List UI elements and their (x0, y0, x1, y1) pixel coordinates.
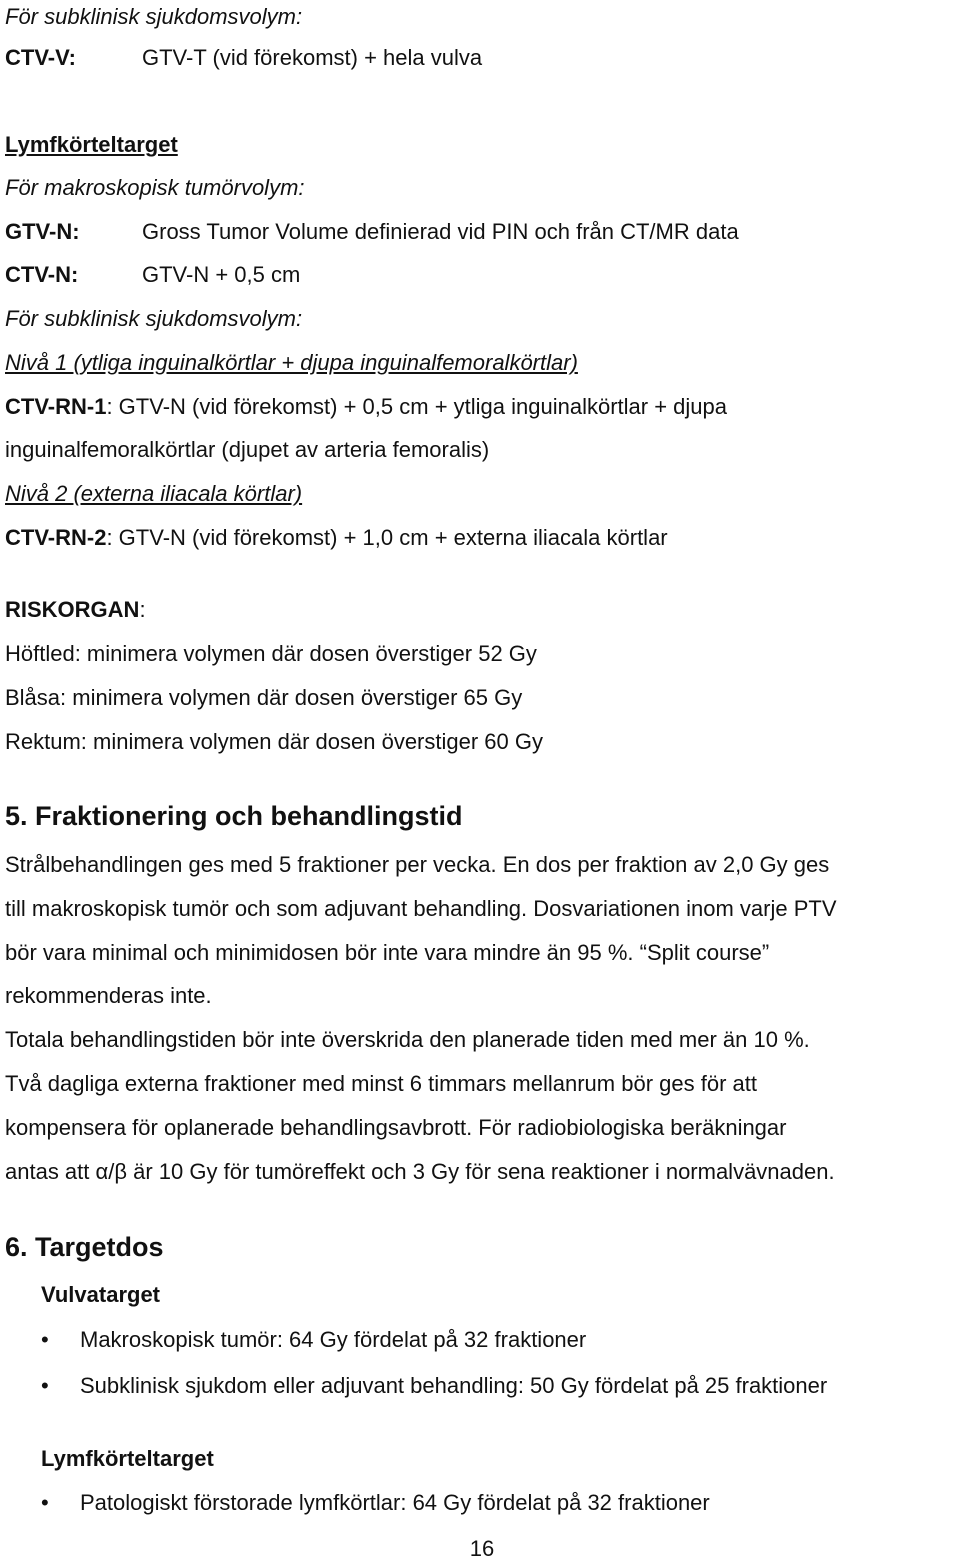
vulva-target-heading: Vulvatarget (41, 1282, 161, 1307)
section5-line-5: Totala behandlingstiden bör inte överskrida den planerade tiden med mer än 10 %. (5, 1027, 810, 1052)
lymph-item-1: Patologiskt förstorade lymfkörtlar: 64 Gy fördelat på 32 fraktioner (80, 1490, 710, 1515)
page-number: 16 (469, 1536, 495, 1561)
ctv-v-label: CTV-V: (5, 45, 76, 70)
macro-heading: För makroskopisk tumörvolym: (5, 175, 305, 200)
section5-heading: 5. Fraktionering och behandlingstid (5, 801, 463, 831)
gtv-n-row (5, 219, 905, 245)
section5-line-8: antas att α/β är 10 Gy för tumöreffekt och 3 Gy för sena reaktioner i normalvävnaden. (5, 1159, 835, 1184)
ctv-n-value: GTV-N + 0,5 cm (142, 262, 301, 287)
bullet-icon: • (41, 1327, 49, 1352)
ctv-rn1-continuation: inguinalfemoralkörtlar (djupet av arteria femoralis) (5, 437, 490, 462)
subclin-heading: För subklinisk sjukdomsvolym: (5, 4, 303, 29)
level2-heading: Nivå 2 (externa iliacala körtlar) (5, 481, 303, 506)
section5-line-1: Strålbehandlingen ges med 5 fraktioner per vecka. En dos per fraktion av 2,0 Gy ges (5, 852, 830, 877)
vulva-item-2: Subklinisk sjukdom eller adjuvant behandling: 50 Gy fördelat på 25 fraktioner (80, 1373, 828, 1398)
section5-line-3: bör vara minimal och minimidosen bör inte vara mindre än 95 %. “Split course” (5, 940, 770, 965)
lymph-target-heading: Lymfkörteltarget (41, 1446, 214, 1471)
ctv-rn2-label: CTV-RN-2 (5, 525, 107, 550)
section5-line-4: rekommenderas inte. (5, 983, 212, 1008)
lymph-subclin-heading: För subklinisk sjukdomsvolym: (5, 306, 303, 331)
section6-heading: 6. Targetdos (5, 1232, 164, 1262)
ctv-n-row (5, 262, 905, 288)
ctv-v-row (5, 45, 905, 71)
level1-heading: Nivå 1 (ytliga inguinalkörtlar + djupa inguinalfemoralkörtlar) (5, 350, 578, 375)
risk-item-hip: Höftled: minimera volymen där dosen överstiger 52 Gy (5, 641, 537, 666)
bullet-icon: • (41, 1490, 49, 1515)
ctv-n-label: CTV-N: (5, 262, 79, 287)
lymph-heading: Lymfkörteltarget (5, 132, 178, 157)
ctv-v-value: GTV-T (vid förekomst) + hela vulva (142, 45, 483, 70)
ctv-rn2-value: : GTV-N (vid förekomst) + 1,0 cm + externa iliacala körtlar (106, 525, 668, 550)
risk-item-rectum: Rektum: minimera volymen där dosen överstiger 60 Gy (5, 729, 543, 754)
section5-line-6: Två dagliga externa fraktioner med minst 6 timmars mellanrum bör ges för att (5, 1071, 757, 1096)
risk-heading-row (5, 597, 146, 623)
risk-heading: RISKORGAN (5, 597, 140, 622)
ctv-rn1-row (5, 394, 727, 420)
vulva-item-1: Makroskopisk tumör: 64 Gy fördelat på 32 fraktioner (80, 1327, 587, 1352)
ctv-rn1-value: : GTV-N (vid förekomst) + 0,5 cm + ytliga inguinalkörtlar + djupa (106, 394, 727, 419)
gtv-n-value: Gross Tumor Volume definierad vid PIN och från CT/MR data (142, 219, 739, 244)
risk-item-bladder: Blåsa: minimera volymen där dosen överstiger 65 Gy (5, 685, 523, 710)
section5-line-2: till makroskopisk tumör och som adjuvant behandling. Dosvariationen inom varje PTV (5, 896, 837, 921)
bullet-icon: • (41, 1373, 49, 1398)
risk-heading-colon: : (139, 597, 146, 622)
ctv-rn2-row (5, 525, 668, 551)
ctv-rn1-label: CTV-RN-1 (5, 394, 107, 419)
section5-line-7: kompensera för oplanerade behandlingsavbrott. För radiobiologiska beräkningar (5, 1115, 787, 1140)
gtv-n-label: GTV-N: (5, 219, 80, 244)
